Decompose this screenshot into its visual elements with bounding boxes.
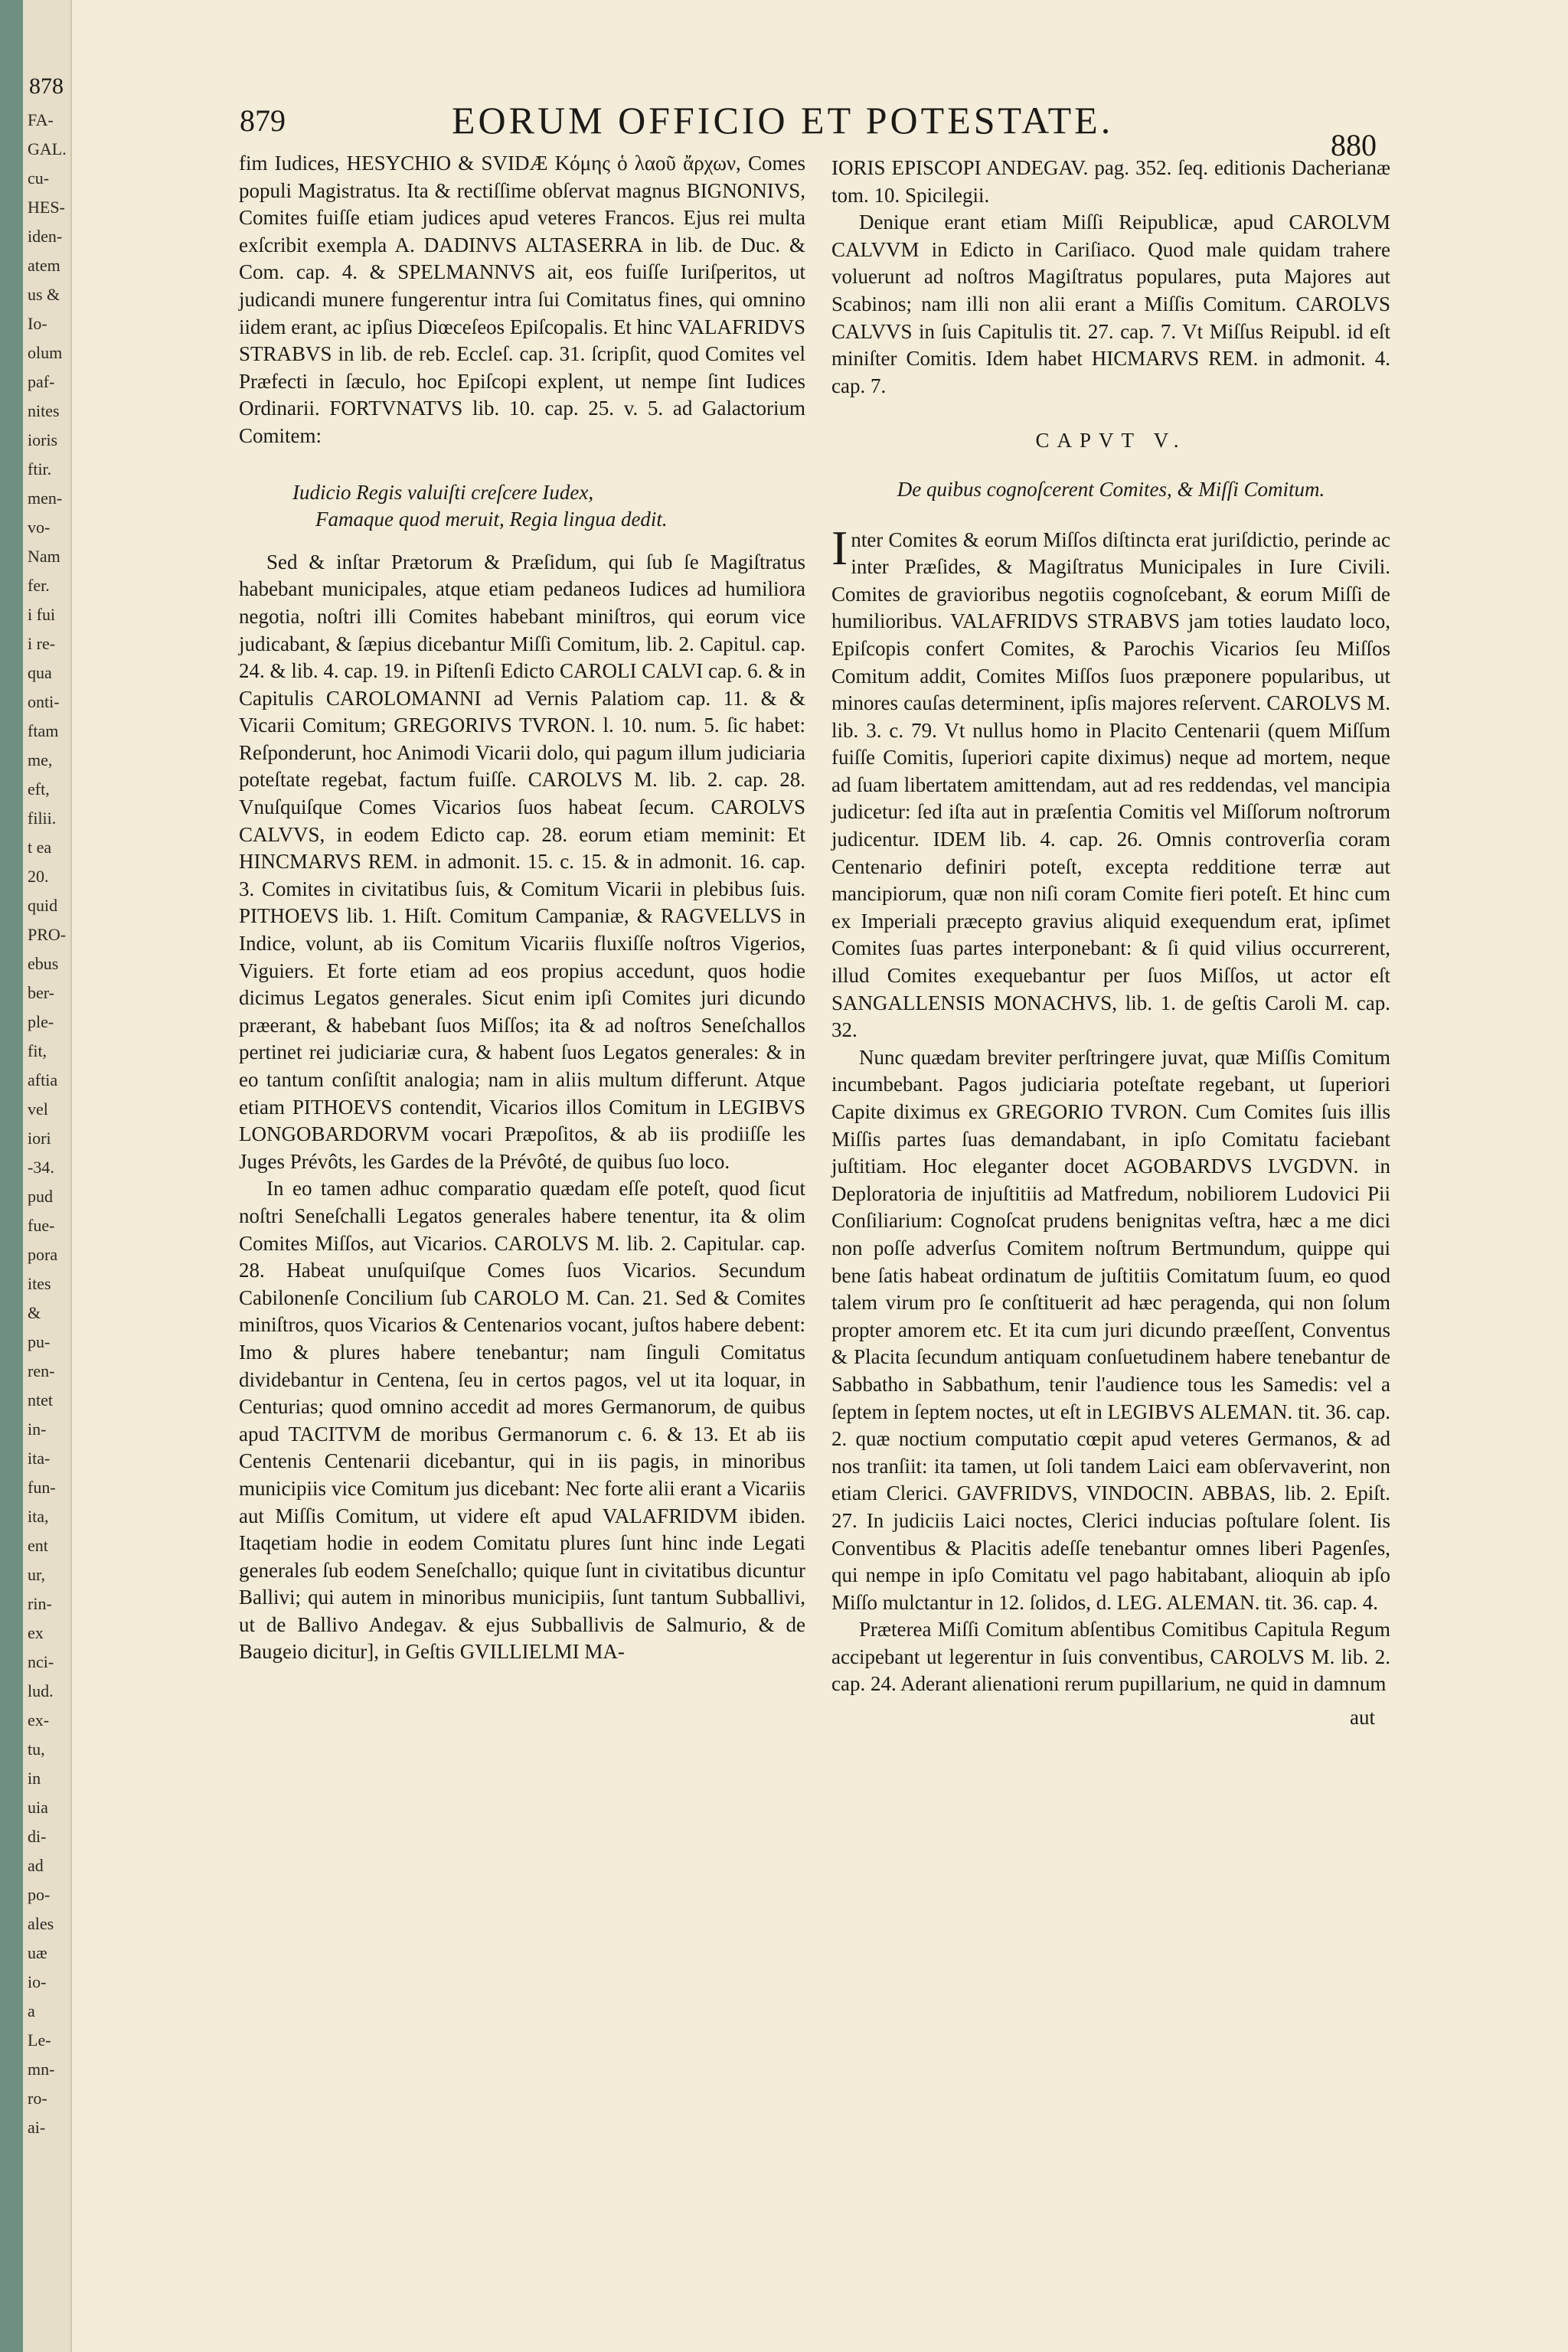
margin-fragment: Le- xyxy=(28,2030,51,2050)
paragraph: In eo tamen adhuc comparatio quædam eſſe poteſt, quod ſicut noſtri Seneſchalli Legatos generales habere tenentur, ita & olim Comites Miſſos, aut Vicarios. CAROLVS M. lib. 2. Capitular. cap. 28. Habeat unuſquiſque Comes ſuos Vicarios. Secundum Cabilonenſe Concilium ſub CAROLO M. Can. 21. Sed & Comites miniſtros, quos Vicarios & Centenarios vocant, juſtos habere debent: Imo & plures habere tenebantur; nam ſinguli Comitatus dividebantur in Centena, ſeu in certos pagos, vel ut ita loquar, in Centurias; quod omnino accedit ad mores Germanorum, de quibus apud TACITVM de moribus Germanorum c. 6. & 13. Et ab iis Centenis Centenarii dicebantur, qui in iis pagis, in minoribus municipiis vice Comitum jus dicebant: Nec forte alii erant a Vicariis aut Miſſis Comitum, ut videre eſt apud VALAFRIDVM ibiden. Itaqetiam hodie in eodem Comitatu plures ſunt hinc inde Legati generales ſub eodem Seneſchallo; quique ſunt in civitatibus dicuntur Ballivi; qui autem in minoribus municipiis, ſunt tantum Subballivi, ut de Ballivo Andegav. & ejus Subballivis de Salmurio, & de Baugeio dicitur], in Geſtis GVILLIELMI MA- xyxy=(239,1177,805,1664)
margin-fragment: men- xyxy=(28,488,63,508)
right-column xyxy=(831,155,1390,1732)
margin-fragment: aftia xyxy=(28,1070,58,1089)
margin-fragment: in xyxy=(28,1769,41,1788)
margin-fragment: uia xyxy=(28,1798,48,1817)
left-column xyxy=(239,150,805,1666)
margin-fragment: quid xyxy=(28,896,58,915)
chapter-heading: CAPVT V. xyxy=(1035,429,1187,452)
margin-fragment: ro- xyxy=(28,2089,47,2108)
margin-fragment: ites xyxy=(28,1274,51,1293)
margin-fragment: ai- xyxy=(28,2118,46,2137)
running-title: EORUM OFFICIO ET POTESTATE. xyxy=(452,99,1114,142)
margin-fragment: Nam xyxy=(28,547,60,566)
margin-fragment: mn- xyxy=(28,2060,55,2079)
margin-fragment: fue- xyxy=(28,1216,55,1235)
margin-fragment: io- xyxy=(28,1972,47,1991)
margin-fragment: -34. xyxy=(28,1158,54,1177)
paragraph: Nunc quædam breviter perſtringere juvat, quæ Miſſis Comitum incumbebant. Pagos judiciaria poteſtate regebant, ut ſuperiori Capite diximus ex GREGORIO TVRON. Cum Comites ſuis illis Miſſis partes ſuas demandabant, in ipſo Comitatu faciebant juſtitiam. Hoc eleganter docet AGOBARDVS LVGDVN. in Deploratoria de injuſtitiis ad Matfredum, nobiliorem Ludovici Pii Conſiliarium: Cognoſcat prudens benignitas veſtra, hæc a me dici non poſſe adverſus Comitem noſtrum Bertmundum, quippe qui bene ſatis habeat ordinatum de juſtitiis Comitatum ſuum, eo quod talem virum pro ſe conſtituerit ad hæc peragenda, qui non ſolum propter amorem etc. Et ita cum juri dicundo præeſſent, Conventus & Placita ſecundum antiquam conſuetudinem habere tenebantur de Sabbatho in Sabbathum, tenir l'audience tous les Samedis: vel a ſeptem in ſeptem noctes, ut eſt in LEGIBVS ALEMAN. tit. 36. cap. 2. quæ noctium computatio cœpit apud veteres Germanos, & ad nos tranſiit: ita tamen, ut ſoli tandem Laici eam obſervaverint, non etiam Clerici. GAVFRIDVS, VINDOCIN. ABBAS, lib. 2. Epiſt. 27. In judiciis Laici noctes, Clerici inducias poſtulare ſolent. Iis Conventibus & Placitis adeſſe tenebantur omnes liberi Pagenſes, qui nempe in ipſo Comitatu vel pago habitabant, alioquin ab ipſo Miſſo mulctantur in 12. ſolidos, d. LEG. ALEMAN. tit. 36. cap. 4. xyxy=(831,1045,1390,1614)
margin-fragment: atem xyxy=(28,256,60,275)
margin-fragments xyxy=(23,106,70,2142)
margin-fragment: olum xyxy=(28,343,63,362)
margin-fragment: ntet xyxy=(28,1390,53,1410)
book-page xyxy=(23,0,1568,2352)
margin-fragment: nci- xyxy=(28,1652,54,1671)
margin-fragment: pu- xyxy=(28,1332,51,1351)
margin-fragment: t ea xyxy=(28,838,52,857)
margin-fragment: ebus xyxy=(28,954,59,973)
margin-fragment: paf- xyxy=(28,372,55,391)
margin-fragment: lud. xyxy=(28,1681,54,1700)
margin-fragment: cu- xyxy=(28,168,50,188)
margin-fragment: po- xyxy=(28,1885,51,1904)
margin-fragment: eft, xyxy=(28,779,50,799)
margin-fragment: GAL. xyxy=(28,139,67,158)
margin-fragment: a xyxy=(28,2001,35,2020)
margin-fragment: i re- xyxy=(28,634,56,653)
margin-fragment: rin- xyxy=(28,1594,52,1613)
margin-fragment: ita, xyxy=(28,1507,49,1526)
paragraph: Præterea Miſſi Comitum abſentibus Comitibus Capitula Regum accipebant ut legerentur in ſuis conventibus, CAROLVS M. lib. 2. cap. 24. Aderant alienationi rerum pupillarium, ne quid in damnum xyxy=(831,1618,1390,1696)
page-number-left: 879 xyxy=(240,103,286,138)
margin-fragment: ftam xyxy=(28,721,59,740)
margin-fragment: di- xyxy=(28,1827,47,1846)
margin-fragment: ren- xyxy=(28,1361,55,1380)
margin-fragment: FA- xyxy=(28,110,54,129)
margin-fragment: ftir. xyxy=(28,459,52,479)
paragraph: IORIS EPISCOPI ANDEGAV. pag. 352. ſeq. editionis Dacherianæ tom. 10. Spicilegii. xyxy=(831,156,1390,207)
margin-fragment: ent xyxy=(28,1536,48,1555)
margin-fragment: vel xyxy=(28,1099,48,1119)
paragraph: Denique erant etiam Miſſi Reipublicæ, apud CAROLVM CALVVM in Edicto in Cariſiaco. Quod male quidam trahere voluerunt ad noſtros Magiſtratus populares, puta Majores aut Scabinos; nam illi non alii erant a Miſſis Comitum. CAROLVS CALVVS in ſuis Capitulis tit. 27. cap. 7. Vt Miſſus Reipubl. id eſt miniſter Comitis. Idem habet HICMARVS REM. in admonit. 4. cap. 7. xyxy=(831,211,1390,397)
verse-line: Famaque quod meruit, Regia lingua dedit. xyxy=(315,508,668,531)
margin-fragment: ad xyxy=(28,1856,44,1875)
page-number-right: 880 xyxy=(1331,128,1377,162)
margin-fragment: uæ xyxy=(28,1943,47,1962)
margin-fragment: pora xyxy=(28,1245,58,1264)
chapter-subtitle: De quibus cognoſcerent Comites, & Miſſi Comitum. xyxy=(897,477,1325,501)
margin-fragment: iden- xyxy=(28,227,63,246)
margin-fragment: Io- xyxy=(28,314,47,333)
margin-fragment: filii. xyxy=(28,808,57,828)
margin-fragment: us & xyxy=(28,285,60,304)
margin-fragment: pud xyxy=(28,1187,53,1206)
margin-fragment: ita- xyxy=(28,1449,51,1468)
margin-fragment: qua xyxy=(28,663,52,682)
paragraph: fim Iudices, HESYCHIO & SVIDÆ Κόμης ὁ λαοῦ ἄρχων, Comes populi Magistratus. Ita & rectiſſime obſervat magnus BIGNONIVS, Comites fuiſſe etiam judices apud veteres Francos. Ejus rei multa exſcribit exempla A. DADINVS ALTASERRA in lib. de Duc. & Com. cap. 4. & SPELMANNVS ait, eos fuiſſe Iuriſperitos, ut judicandi munere fungerentur intra ſui Comitatus fines, qui omnino iidem erant, ac ipſius Diœceſeos Epiſcopalis. Et hinc VALAFRIDVS STRABVS in lib. de reb. Eccleſ. cap. 31. ſcripſit, quod Comites vel Præfecti in ſæculo, hoc Epiſcopi explent, ut nempe ſint Iudices Ordinarii. FORTVNATVS lib. 10. cap. 25. v. 5. ad Galactorium Comitem: xyxy=(239,152,805,447)
margin-fragment: vo- xyxy=(28,518,51,537)
margin-fragment: ex- xyxy=(28,1710,50,1730)
margin-fragment: fit, xyxy=(28,1041,47,1060)
previous-page-edge xyxy=(23,0,72,2352)
margin-fragment: fun- xyxy=(28,1478,56,1497)
verse-quote xyxy=(239,479,805,534)
verse-line: Iudicio Regis valuiſti creſcere Iudex, xyxy=(292,480,594,504)
margin-fragment: ex xyxy=(28,1623,44,1642)
margin-fragment: onti- xyxy=(28,692,60,711)
margin-fragment: ple- xyxy=(28,1012,54,1031)
margin-fragment: me, xyxy=(28,750,53,769)
margin-fragment: 20. xyxy=(28,867,49,886)
margin-fragment: & xyxy=(28,1303,41,1322)
margin-fragment: PRO- xyxy=(28,925,67,944)
paragraph: Sed & inſtar Prætorum & Præſidum, qui ſub ſe Magiſtratus habebant municipales, atque etiam pedaneos Iudices ad humiliora negotia, noſtri illi Comites habebant miniſtros, qui eorum vice judicabant, & ſæpius dicebantur Miſſi Comitum, lib. 2. Capitul. cap. 24. & lib. 4. cap. 19. in Piſtenſi Edicto CAROLI CALVI cap. 6. & in Capitulis CAROLOMANNI ad Vernis Palatiom cap. 11. & & Vicarii Comitum; GREGORIVS TVRON. l. 10. num. 5. ſic habet: Reſponderunt, hoc Animodi Vicarii dolo, qui pagum illum judiciaria poteſtate regebat, factum fuiſſe. CAROLVS M. lib. 2. cap. 28. Vnuſquiſque Comes Vicarios ſuos habeat ſecum. CAROLVS CALVVS, in eodem Edicto cap. 28. eorum etiam meminit: Et HINCMARVS REM. in admonit. 15. c. 15. & in admonit. 16. cap. 3. Comites in civitatibus ſuis, & Comitum Vicarii in plebibus ſuis. PITHOEVS lib. 1. Hiſt. Comitum Campaniæ, & RAGVELLVS in Indice, volunt, ab iis Comitum Vicariis fluxiſſe noſtros Vigerios, Viguiers. Et forte etiam ad eos propius accedunt, quos hodie dicimus Legatos generales. Sicut enim ipſi Comites juri dicundo præerant, & habebant ſuos Miſſos; ita & ad noſtros Seneſchallos pertinet rei judiciariæ cura, & habent ſuos Legatos generales: & in eo tantum conſiſtit analogia; nam in aliis multum differunt. Atque etiam PITHOEVS contendit, Vicarios illos Comitum in LEGIBVS LONGOBARDORVM vocari Præpoſitos, & ab iis prodiiſſe les Juges Prévôts, les Gardes de la Prévôté, de quibus ſuo loco. xyxy=(239,550,805,1173)
margin-fragment: ur, xyxy=(28,1565,45,1584)
margin-fragment: iori xyxy=(28,1129,51,1148)
margin-fragment: ber- xyxy=(28,983,54,1002)
margin-fragment: tu, xyxy=(28,1740,45,1759)
margin-fragment: HES- xyxy=(28,198,65,217)
margin-fragment: nites xyxy=(28,401,60,420)
margin-fragment: fer. xyxy=(28,576,50,595)
margin-fragment: ioris xyxy=(28,430,58,449)
margin-fragment: ales xyxy=(28,1914,54,1933)
margin-fragment: in- xyxy=(28,1419,47,1439)
catchword: aut xyxy=(1350,1706,1375,1730)
paragraph: Inter Comites & eorum Miſſos diſtincta erat juriſdictio, perinde ac inter Præſides, & Magiſtratus Municipales in Iure Civili. Comites de gravioribus negotiis cognoſcebant, & eorum Miſſi de humilioribus. VALAFRIDVS STRABVS jam toties laudato loco, Epiſcopis confert Comites, & Parochis Vicarios ſeu Miſſos Comitum addit, Comites Miſſos ſuos præponere popularibus, ut minores cauſas determinent, ipſis majores reſervent. CAROLVS M. lib. 3. c. 79. Vt nullus homo in Placito Centenarii (quem Miſſum fuiſſe Comitis, ſuperiori capite diximus) neque ad mortem, neque ad ſuam libertatem amittendam, aut ad res reddendas, vel mancipia judicetur: ſed iſta aut in præſentia Comitis vel Miſſorum noſtrorum judicentur. IDEM lib. 4. cap. 26. Omnis controverſia coram Centenario definiri poteſt, excepta redditione terræ aut mancipiorum, quæ non niſi coram Comite fieri poteſt. Et hinc cum ex Imperiali præcepto gravius aliquid exequendum erat, ipſimet Comites ſuas partes interponebant: & ſi quid vilius occurrerent, illud Comites exequebantur per ſuos Miſſos, ut actor eſt SANGALLENSIS MONACHVS, lib. 1. de geſtis Caroli M. cap. 32. xyxy=(831,520,1390,1042)
margin-fragment: i fui xyxy=(28,605,56,624)
previous-page-number: 878 xyxy=(29,74,64,99)
